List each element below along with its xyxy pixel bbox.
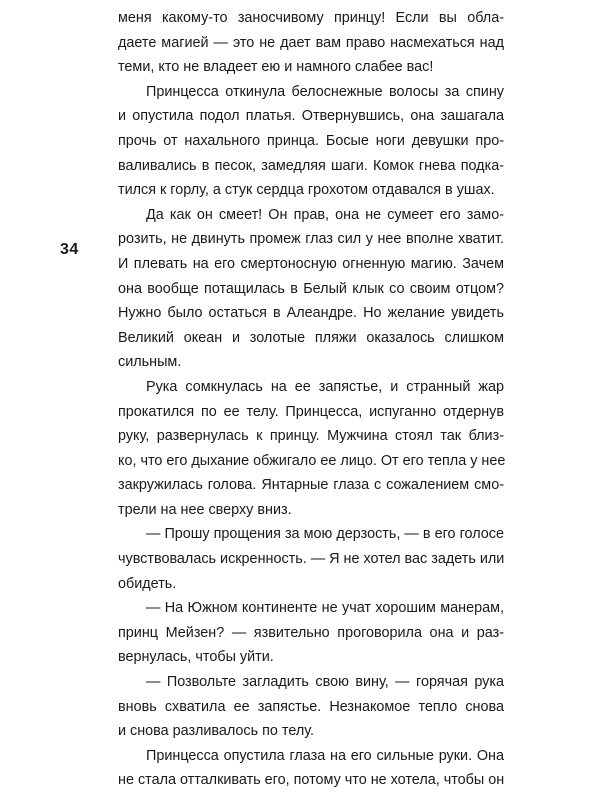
text-line: прочь от нахального принца. Босые ноги девушки про- <box>118 132 504 149</box>
paragraph <box>118 6 504 80</box>
paragraph <box>118 744 504 793</box>
text-line: прокатился по ее телу. Принцесса, испуганно отдернув <box>118 403 504 420</box>
text-line: принц Мейзен? — язвительно проговорила она и раз- <box>118 624 504 641</box>
text-line: вновь схватила ее запястье. Незнакомое тепло снова <box>118 698 504 715</box>
text-line: Да как он смеет! Он прав, она не сумеет его замо- <box>146 206 504 223</box>
text-line: ко, что его дыхание обжигало ее лицо. От его тепла у нее <box>118 452 506 469</box>
paragraph <box>118 80 504 203</box>
paragraph <box>118 203 504 375</box>
text-line: вернулась, чтобы уйти. <box>118 649 274 666</box>
text-line: тился к горлу, а стук сердца грохотом отдавался в ушах. <box>118 182 495 199</box>
text-line: закружилась голова. Янтарные глаза с сожалением смо- <box>118 477 504 494</box>
text-line: Нужно было остаться в Алеандре. Но желание увидеть <box>118 305 504 322</box>
body-text <box>118 6 504 793</box>
text-line: меня какому-то заносчивому принцу! Если вы обла- <box>118 10 504 26</box>
text-line: Великий океан и золотые пляжи оказалось слишком <box>118 329 504 346</box>
text-line: — Прошу прощения за мою дерзость, — в его голосе <box>146 526 504 543</box>
text-line: Принцесса откинула белоснежные волосы за спину <box>146 83 504 100</box>
text-line: руку, развернулась к принцу. Мужчина стоял так близ- <box>118 428 504 445</box>
text-line: не стала отталкивать его, потому что не хотела, чтобы он <box>118 772 505 789</box>
text-line: розить, не двинуть промеж глаз сил у нее вполне хватит. <box>118 231 504 248</box>
paragraph <box>118 596 504 670</box>
text-line: и снова разливалось по телу. <box>118 723 315 740</box>
text-line: сильным. <box>118 354 182 371</box>
text-line: И плевать на его смертоносную огненную магию. Зачем <box>118 255 504 272</box>
paragraph <box>118 670 504 744</box>
text-line: — На Южном континенте не учат хорошим манерам, <box>146 600 504 617</box>
text-line: Рука сомкнулась на ее запястье, и странный жар <box>146 378 504 395</box>
page-number: 34 <box>60 241 79 258</box>
text-line: она вообще потащилась в Белый клык со своим отцом? <box>118 280 504 297</box>
text-line: теми, кто не владеет ею и намного слабее вас! <box>118 59 434 76</box>
text-line: — Позвольте загладить свою вину, — горячая рука <box>146 674 504 691</box>
text-line: валивались в песок, замедляя шаги. Комок гнева подка- <box>118 157 504 174</box>
text-line: даете магией — это не дает вам право насмехаться над <box>118 34 504 51</box>
text-line: трели на нее сверху вниз. <box>118 501 292 518</box>
text-line: и опустила подол платья. Отвернувшись, она зашагала <box>118 108 504 125</box>
paragraph <box>118 375 504 523</box>
text-line: обидеть. <box>118 575 177 592</box>
text-line: Принцесса опустила глаза на его сильные руки. Она <box>146 747 504 764</box>
paragraph <box>118 522 504 596</box>
text-line: чувствовалась искренность. — Я не хотел вас задеть или <box>118 551 505 568</box>
